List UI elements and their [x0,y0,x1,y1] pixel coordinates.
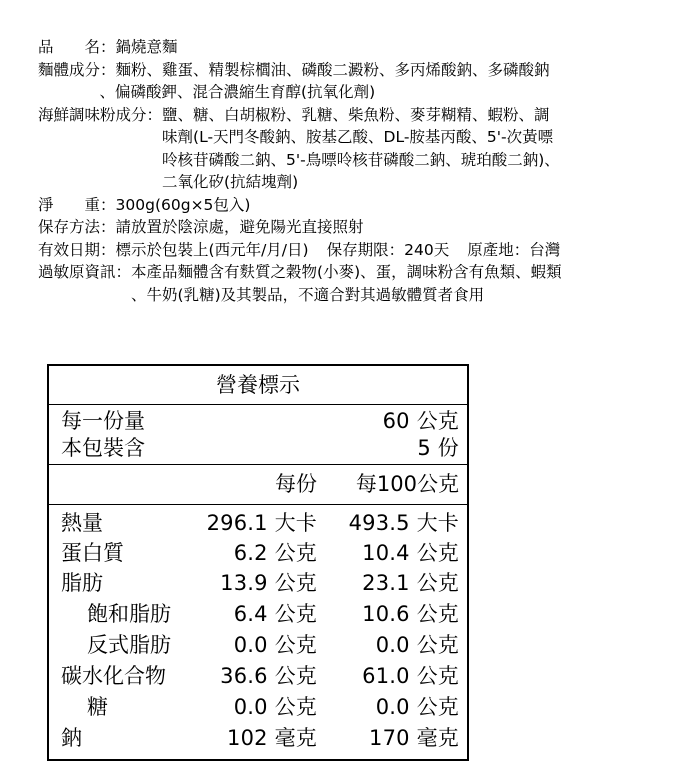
net-weight-value: 300g(60g×5包入) [115,195,251,214]
allergen-value [131,261,562,306]
nutrition-title: 營養標示 [49,366,467,405]
net-weight-row [38,194,678,217]
seasoning-ingredients-line: 二氧化矽(抗結塊劑) [162,173,299,191]
colon: ： [100,218,116,236]
per-100g-value: 493.5 大卡 [348,511,459,535]
seasoning-ingredients-value [162,104,560,194]
origin-value: 台灣 [529,240,561,259]
per-100g-value: 23.1 公克 [362,571,459,595]
per-serving-value: 296.1 大卡 [206,511,317,535]
colon: ： [115,263,132,281]
nutrient-row-protein [49,538,467,569]
nutrient-name: 飽和脂肪 [87,602,171,626]
per-serving-value: 6.4 公克 [233,602,317,626]
product-info [38,36,678,306]
allergen-line: 本產品麵體含有麩質之穀物(小麥)、蛋，調味粉含有魚類、蝦類 [131,263,562,281]
expiry-value: 標示於包裝上(西元年/月/日) [115,240,309,259]
per-100g-value: 61.0 公克 [362,664,459,688]
shelf-life-value: 240天 [404,240,450,259]
serving-size-value: 60 公克 [382,409,459,433]
nutrient-name: 蛋白質 [61,541,124,565]
serving-size-label: 每一份量 [61,409,145,433]
expiry-row [38,239,678,262]
allergen-label: 過敏原資訊 [38,263,116,281]
colon: ： [100,38,116,56]
per-100g-value: 170 毫克 [369,726,459,750]
nutrient-name: 脂肪 [61,571,103,595]
per-serving-value: 0.0 公克 [233,695,317,719]
nutrient-row-saturated-fat [49,599,467,630]
seasoning-ingredients-line: 味劑(L-天門冬酸鈉、胺基乙酸、DL-胺基丙酸、5'-次黃嘌 [162,128,554,146]
nutrient-row-sugar [49,692,467,723]
noodle-ingredients-value [99,59,550,104]
column-header-row [49,464,467,505]
origin-label: 原產地 [467,240,514,259]
noodle-ingredients-line: 麵粉、雞蛋、精製棕櫚油、磷酸二澱粉、多丙烯酸鈉、多磷酸鈉 [115,60,550,79]
expiry-label: 有效日期 [38,240,101,259]
colon: ： [100,60,116,79]
nutrient-name: 糖 [87,695,108,719]
nutrition-table [47,364,469,761]
nutrient-row-sodium [49,723,467,754]
per-serving-value: 36.6 公克 [220,664,317,688]
colon: ： [100,240,116,259]
net-weight-label: 淨 重 [38,195,101,214]
serving-size-row [61,407,459,435]
per-serving-value: 13.9 公克 [220,571,317,595]
nutrient-name: 碳水化合物 [61,664,166,688]
noodle-ingredients-row [38,59,678,104]
per-serving-header: 每份 [275,472,317,496]
colon: ： [388,240,405,259]
product-name-value: 鍋燒意麵 [115,38,178,56]
servings-per-package-row [61,434,459,462]
per-serving-value: 102 毫克 [227,726,317,750]
nutrient-name: 反式脂肪 [87,633,171,657]
per-100g-value: 0.0 公克 [375,695,459,719]
nutrient-row-fat [49,568,467,599]
seasoning-ingredients-line: 呤核苷磷酸二鈉、5'-鳥嘌呤核苷磷酸二鈉、琥珀酸二鈉)、 [162,150,560,169]
servings-per-package-label: 本包裝含 [61,436,145,460]
shelf-life-label: 保存期限 [326,240,389,259]
seasoning-ingredients-row [38,104,678,194]
per-serving-value: 0.0 公克 [233,633,317,657]
noodle-ingredients-label: 麵體成分 [38,60,101,79]
allergen-row [38,261,678,306]
per-100g-value: 10.6 公克 [362,602,459,626]
nutrient-rows [49,506,467,759]
colon: ： [513,240,530,259]
nutrient-row-trans-fat [49,630,467,661]
seasoning-ingredients-line: 鹽、糖、白胡椒粉、乳糖、柴魚粉、麥芽糊精、蝦粉、調 [162,105,550,124]
per-100g-value: 10.4 公克 [362,541,459,565]
nutrient-name: 熱量 [61,511,103,535]
serving-info [49,404,467,465]
per-serving-value: 6.2 公克 [233,541,317,565]
storage-row [38,216,678,239]
per-100g-value: 0.0 公克 [375,633,459,657]
storage-value: 請放置於陰涼處，避免陽光直接照射 [115,218,364,236]
noodle-ingredients-line: 、偏磷酸鉀、混合濃縮生育醇(抗氧化劑) [99,83,376,101]
servings-per-package-value: 5 份 [417,436,459,460]
product-name-row [38,36,678,59]
per-100g-header: 每100公克 [355,472,459,496]
nutrient-row-energy [49,508,467,539]
nutrient-name: 鈉 [61,726,82,750]
allergen-line: 、牛奶(乳糖)及其製品，不適合對其過敏體質者食用 [131,285,485,304]
colon: ： [100,195,116,214]
storage-label: 保存方法 [38,218,101,236]
nutrient-row-carbohydrate [49,661,467,692]
product-name-label: 品 名 [38,38,101,56]
seasoning-ingredients-label: 海鮮調味粉成分 [38,105,147,124]
colon: ： [146,105,163,124]
